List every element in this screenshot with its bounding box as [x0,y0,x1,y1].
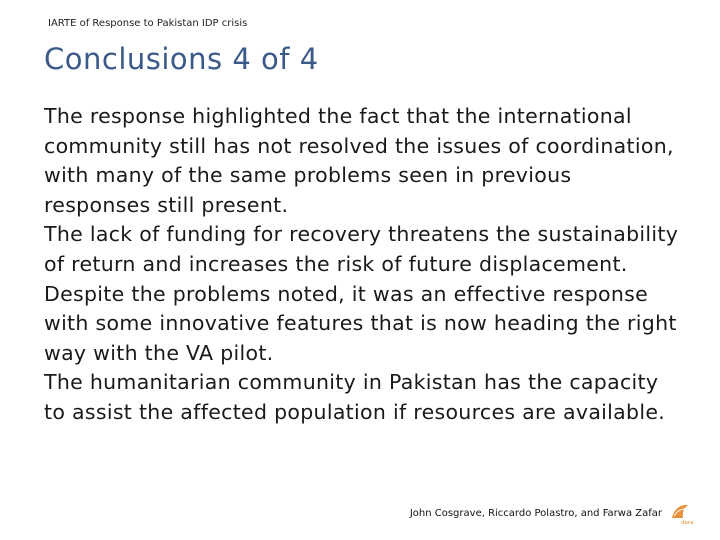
footer-credit: John Cosgrave, Riccardo Polastro, and Farwa Zafar [409,507,662,519]
conclusions-list [44,102,684,428]
conclusion-paragraph-4: The humanitarian community in Pakistan has the capacity to assist the affected population if resources are available. [44,370,666,424]
header-caption: IARTE of Response to Pakistan IDP crisis [48,18,248,29]
conclusion-paragraph-2: The lack of funding for recovery threatens the sustainability of return and increases the risk of future displacement. [44,222,679,276]
dara-logo-icon [666,500,692,526]
slide-title: Conclusions 4 of 4 [44,42,319,76]
conclusion-paragraph-1: The response highlighted the fact that the international community still has not resolved the issues of coordination, with many of the same problems seen in previous responses still present. [44,104,674,217]
dara-logo-text: dara [681,520,694,526]
footer [410,500,692,526]
conclusion-paragraph-3: Despite the problems noted, it was an effective response with some innovative features that is now heading the right way with the VA pilot. [44,281,677,365]
